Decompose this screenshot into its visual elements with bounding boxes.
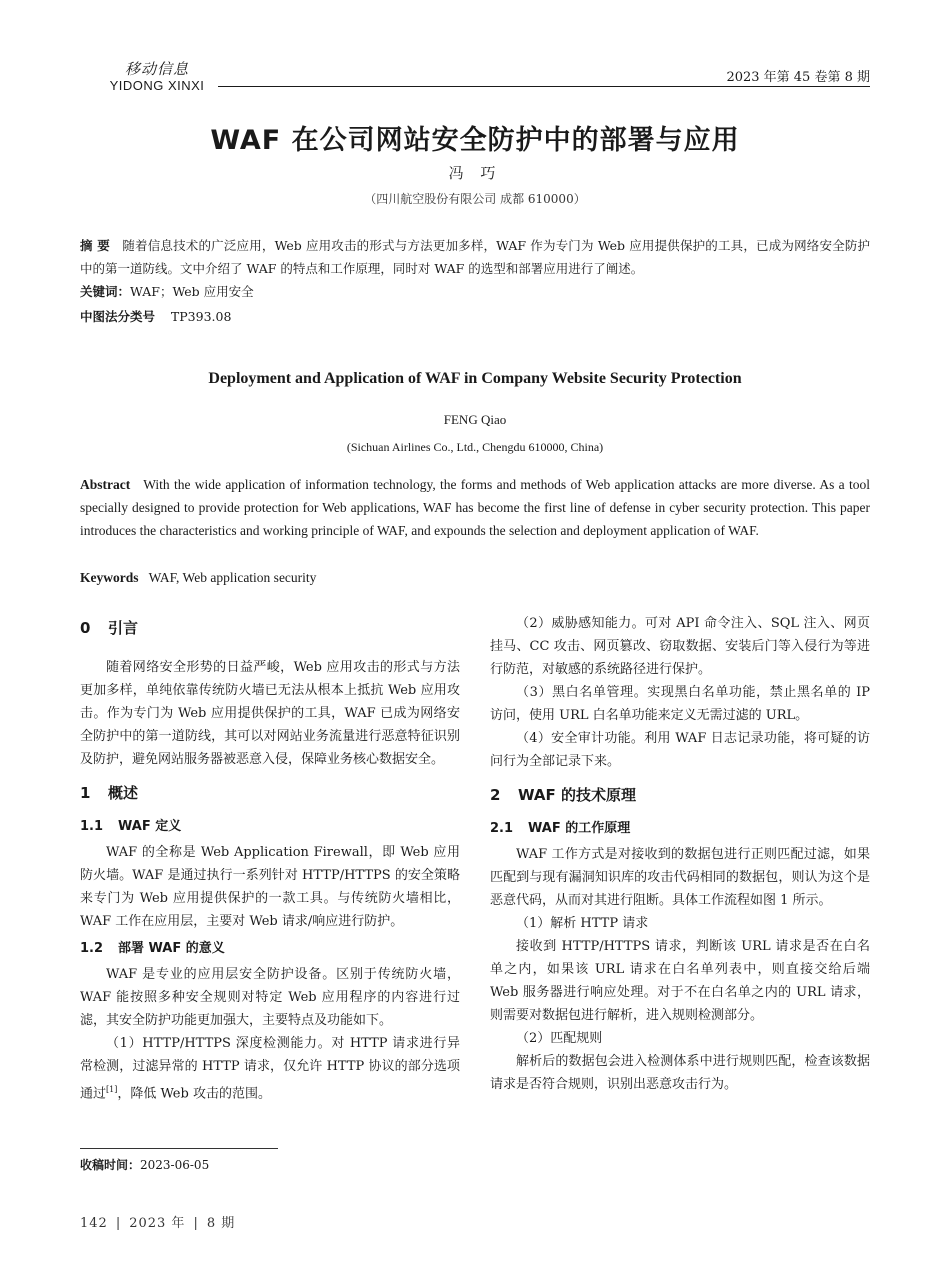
body-left-column [80,612,460,1105]
abstract-cn-text: 随着信息技术的广泛应用，Web 应用攻击的形式与方法更加多样，WAF 作为专门为 Web 应用提供保护的工具，已成为网络安全防护中的第一道防线。文中介绍了 WAF 的特点和工作原理，同时对 WAF 的选型和部署应用进行了阐述。 [80,238,870,276]
clc-label: 中图法分类号 [80,309,156,324]
clc-code: TP393.08 [170,309,232,324]
keywords-cn [80,280,870,303]
en-keywords-label: Keywords [80,570,139,585]
abstract-cn-label: 摘 要 [80,238,110,253]
section-2-1-heading: 2.1 WAF 的工作原理 [490,821,631,836]
en-keywords-text: WAF, Web application security [148,570,317,585]
page-footer: 142 | 2023 年 | 8 期 [80,1216,236,1231]
keywords-cn-text: WAF；Web 应用安全 [130,284,254,299]
section-1-heading: 1 概述 [80,784,139,802]
section-1-2-paragraph: WAF 是专业的应用层安全防护设备。区别于传统防火墙，WAF 能按照多种安全规则对特定 Web 应用程序的内容进行过滤，其安全防护功能更加强大，主要特点及功能如下。 [80,967,460,1028]
section-2-heading: 2 WAF 的技术原理 [490,786,636,804]
body-right-column [490,612,870,1096]
en-abstract [80,473,870,542]
en-title: Deployment and Application of WAF in Company Website Security Protection [208,370,742,387]
keywords-cn-label: 关键词： [80,284,131,299]
page-number: 142 [80,1216,108,1231]
section-1-1-paragraph: WAF 的全称是 Web Application Firewall，即 Web 应用防火墙。WAF 是通过执行一系列针对 HTTP/HTTPS 的安全策略来专门为 Web 应用提供保护的一款工具。与传统防火墙相比，WAF 工作在应用层，主要对 Web 请求/响应进行防护。 [80,845,460,929]
issue-info: 2023 年第 45 卷第 8 期 [726,70,870,85]
received-date: 收稿时间：2023-06-05 [80,1158,210,1172]
en-abstract-label: Abstract [80,477,131,492]
footer-issue: 8 期 [206,1216,236,1231]
citation-ref[interactable]: [1] [106,1085,118,1094]
journal-logo [92,60,222,94]
section-1-2-heading: 1.2 部署 WAF 的意义 [80,941,225,956]
section-2-1-item-2: （2）匹配规则 [516,1031,603,1046]
section-2-1-item-1-text: 接收到 HTTP/HTTPS 请求，判断该 URL 请求是否在白名单之内，如果该 URL 请求在白名单列表中，则直接交给后端 Web 服务器进行响应处理。对于不在白名单之内的 URL 请求，则需要对数据包进行解析，进入规则检测部分。 [490,939,870,1023]
section-1-1-heading: 1.1 WAF 定义 [80,819,182,834]
section-2-1-paragraph: WAF 工作方式是对接收到的数据包进行正则匹配过滤，如果匹配到与现有漏洞知识库的攻击代码相同的数据包，则认为这个是恶意代码，从而对其进行阻断。具体工作流程如图 1 所示。 [490,847,870,908]
section-2-1-item-2-text: 解析后的数据包会进入检测体系中进行规则匹配，检查该数据请求是否符合规则，识别出恶意攻击行为。 [490,1054,870,1092]
clc-line [80,305,870,328]
section-1-2-item-4: （4）安全审计功能。利用 WAF 日志记录功能，将可疑的访问行为全部记录下来。 [490,731,870,769]
section-1-2-item-1: （1）HTTP/HTTPS 深度检测能力。对 HTTP 请求进行异常检测，过滤异常的 HTTP 请求，仅允许 HTTP 协议的部分选项通过[1]，降低 Web 攻击的范围。 [80,1036,460,1102]
abstract-cn [80,234,870,328]
en-author: FENG Qiao [443,412,507,427]
paper-title: WAF 在公司网站安全防护中的部署与应用 [210,125,740,156]
section-2-1-item-1: （1）解析 HTTP 请求 [516,916,649,931]
section-0-heading: 0 引言 [80,619,139,637]
journal-name-en: YIDONG XINXI [109,78,205,93]
section-1-2-item-3: （3）黑白名单管理。实现黑白名单功能，禁止黑名单的 IP 访问，使用 URL 白名单功能来定义无需过滤的 URL。 [490,685,870,723]
affiliation: （四川航空股份有限公司 成都 610000） [364,192,586,206]
section-1-2-item-2: （2）威胁感知能力。可对 API 命令注入、SQL 注入、网页挂马、CC 攻击、网页篡改、窃取数据、安装后门等入侵行为等进行防范，对敏感的系统路径进行保护。 [490,616,870,677]
section-0-paragraph: 随着网络安全形势的日益严峻，Web 应用攻击的形式与方法更加多样，单纯依靠传统防火墙已无法从根本上抵抗 Web 应用攻击。作为专门为 Web 应用提供保护的工具，WAF 已成为网络安全防护中的第一道防线，其可以对网站业务流量进行恶意特征识别及防护，避免网站服务器被恶意入侵，保障业务核心数据安全。 [80,660,460,767]
en-abstract-text: With the wide application of information technology, the forms and methods of Web application attacks are more diverse. As a tool specially designed to provide protection for Web applications, WAF has become the first line of defense in cyber security protection. This paper introduces the characteristics and working principle of WAF, and expounds the selection and deployment application of WAF. [80,477,870,538]
author: 冯 巧 [448,164,502,182]
journal-name-cn: 移动信息 [124,60,189,78]
footnote-rule [80,1148,278,1149]
en-keywords [80,566,870,589]
header-rule [218,86,870,87]
en-affiliation: (Sichuan Airlines Co., Ltd., Chengdu 610000, China) [346,440,604,454]
footer-year: 2023 年 [129,1216,186,1231]
